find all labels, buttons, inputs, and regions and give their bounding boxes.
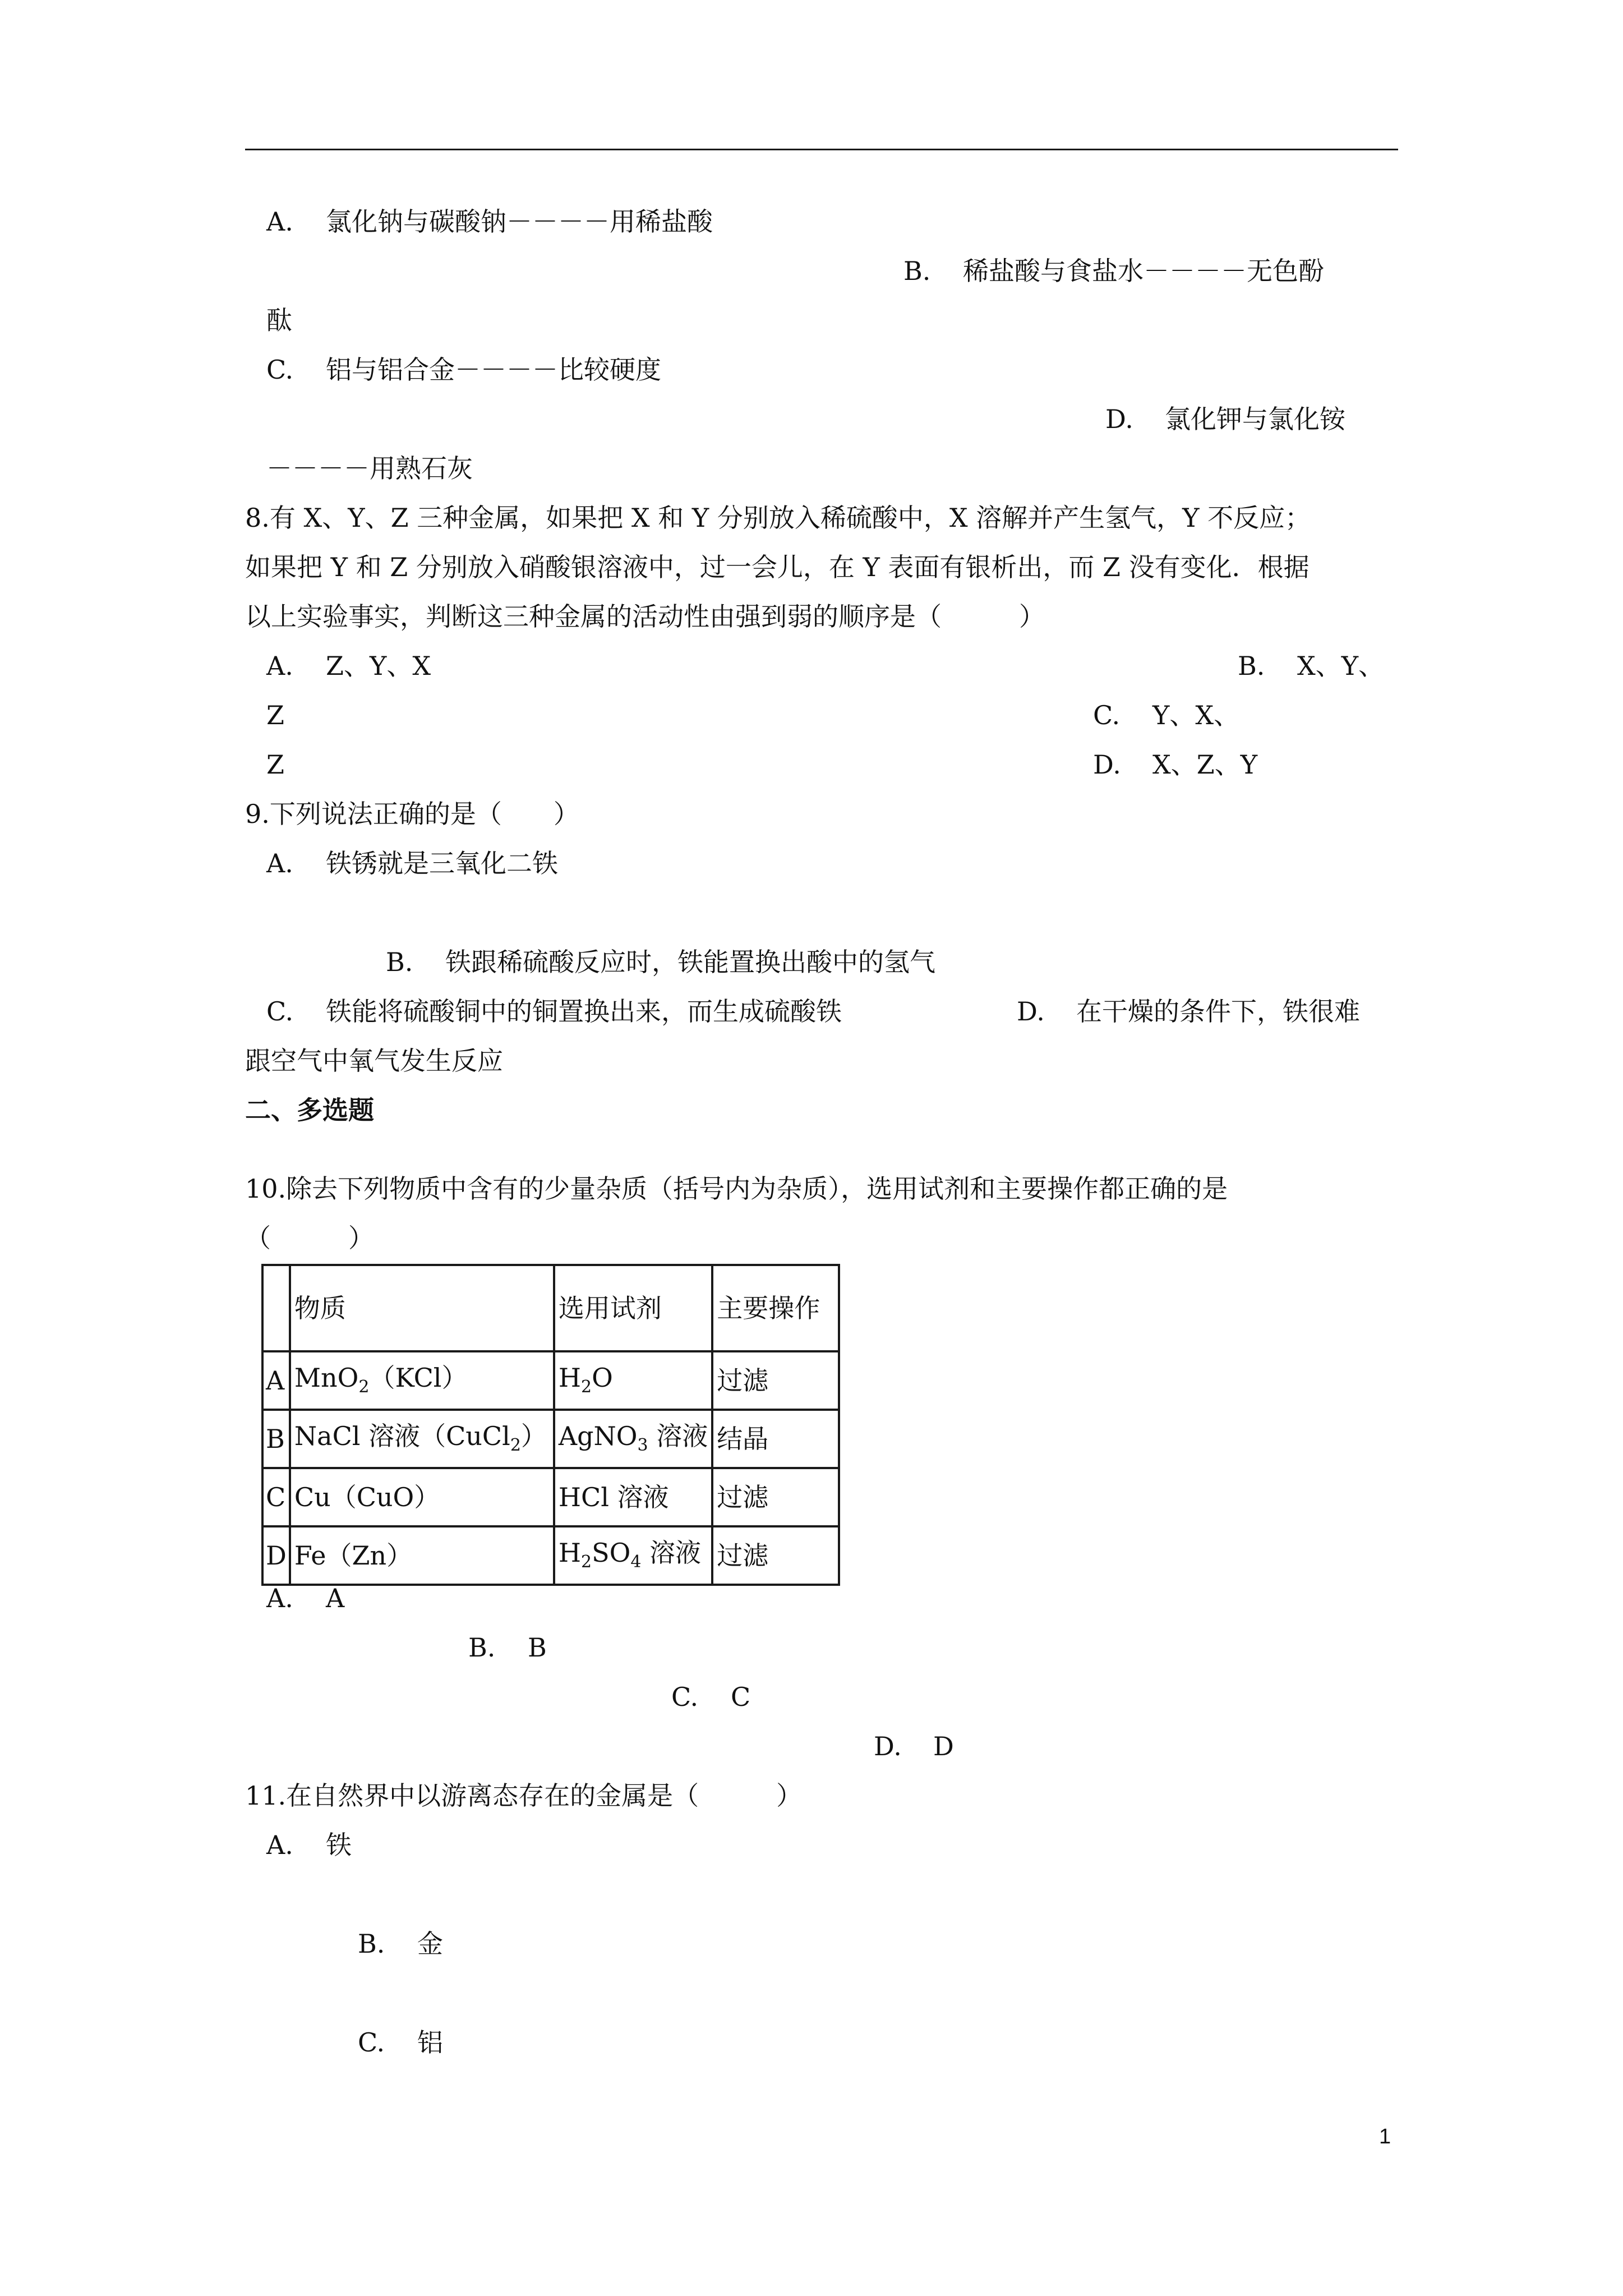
q10-option-d [874,1733,954,1759]
q8-option-b-continuation: Z [266,700,284,730]
q7-option-a [266,206,713,237]
option-label: B. [1238,651,1265,681]
table-row [262,1410,839,1468]
table-cell: 结晶 [712,1410,839,1468]
table-cell: C [262,1468,290,1526]
option-text: 铁 [326,1830,352,1860]
option-text: A [326,1583,345,1613]
table-cell: MnO$_2$（KCl） [290,1351,554,1410]
option-label: B. [903,256,931,286]
q7-option-b-continuation: 酞 [266,305,292,335]
option-text: B [528,1632,547,1663]
option-label: D. [874,1731,902,1761]
q7-option-d [1105,406,1345,432]
q8-stem-line-2: 如果把 Y 和 Z 分别放入硝酸银溶液中，过一会儿，在 Y 表面有银析出，而 Z 没有变化．根据 [245,552,1310,582]
q8-option-b [1238,653,1384,679]
section-heading: 二、多选题 [245,1095,374,1125]
table-row [262,1526,839,1585]
option-text: 铁跟稀硫酸反应时，铁能置换出酸中的氢气 [445,947,935,977]
option-label: A. [266,848,293,878]
table-cell: B [262,1410,290,1468]
option-label: C. [1093,700,1121,730]
q11-stem: 11.在自然界中以游离态存在的金属是（ ） [245,1780,803,1811]
q8-option-c [1093,702,1239,728]
q9-option-a [266,850,558,876]
option-label: D. [1093,749,1121,780]
q8-option-c-continuation: Z [266,749,284,780]
table-cell: $H_2SO_4$ 溶液 [554,1526,712,1585]
table-cell: 过滤 [712,1468,839,1526]
table-row [262,1351,839,1410]
table-cell: $H_2O$ [554,1351,712,1410]
table-header-cell: 物质 [290,1265,554,1351]
q7-option-d-continuation: －－－－用熟石灰 [266,453,473,484]
option-text: 铁锈就是三氧化二铁 [326,848,558,878]
q11-option-a [266,1832,352,1858]
option-text: 在干燥的条件下，铁很难 [1076,996,1360,1027]
q10-stem: 10.除去下列物质中含有的少量杂质（括号内为杂质），选用试剂和主要操作都正确的是 [245,1174,1228,1204]
option-text: 铁能将硫酸铜中的铜置换出来，而生成硫酸铁 [326,996,842,1027]
q10-option-c [671,1684,750,1710]
q8-stem-line-1: 8.有 X、Y、Z 三种金属，如果把 X 和 Y 分别放入稀硫酸中，X 溶解并产生氢气，Y 不反应； [245,503,1311,533]
option-text: D [933,1731,954,1761]
option-label: C. [358,2027,385,2058]
option-text: 铝 [417,2027,443,2058]
q11-option-c [358,2027,443,2058]
table-cell: AgNO$_3$ 溶液 [554,1410,712,1468]
option-text: 氯化钠与碳酸钠－－－－用稀盐酸 [326,206,713,237]
table-row [262,1468,839,1526]
q7-option-c [266,357,661,383]
option-text: Y、X、 [1152,700,1240,730]
table-cell: A [262,1351,290,1410]
option-label: A. [266,1583,293,1613]
table-cell: Cu（CuO） [290,1468,554,1526]
option-text: Z、Y、X [326,651,431,681]
option-label: A. [266,206,293,237]
q9-option-d [1017,996,1360,1027]
option-label: D. [1017,996,1045,1027]
q8-stem-line-3: 以上实验事实，判断这三种金属的活动性由强到弱的顺序是（ ） [245,601,1045,632]
table-cell: Fe（Zn） [290,1526,554,1585]
q10-table [261,1264,840,1586]
q7-option-b [903,258,1324,284]
q11-option-b [358,1931,443,1957]
table-cell: 过滤 [712,1526,839,1585]
option-label: A. [266,651,293,681]
q9-stem: 9.下列说法正确的是（ ） [245,799,579,829]
q10-answer-paren: （ ） [245,1223,374,1253]
option-text: 氯化钾与氯化铵 [1165,404,1345,434]
option-text: 金 [417,1929,443,1959]
header-rule [245,149,1398,150]
option-text: C [731,1682,751,1712]
q9-option-c [266,996,842,1027]
q8-option-a [266,653,431,679]
table-header-row [262,1265,839,1351]
option-label: C. [266,996,294,1027]
table-header-cell: 主要操作 [712,1265,839,1351]
option-label: B. [386,947,413,977]
option-label: D. [1105,404,1133,434]
option-text: 稀盐酸与食盐水－－－－无色酚 [963,256,1324,286]
table-header-cell: 选用试剂 [554,1265,712,1351]
q8-option-d [1093,749,1258,780]
option-label: A. [266,1830,293,1860]
option-label: C. [671,1682,699,1712]
page-number: 1 [1379,2125,1391,2148]
option-text: X、Z、Y [1152,749,1258,780]
table-cell: HCl 溶液 [554,1468,712,1526]
option-label: B. [358,1929,385,1959]
q9-option-b [386,949,935,975]
option-label: B. [468,1632,496,1663]
option-text: X、Y、 [1297,651,1385,681]
q9-option-d-continuation: 跟空气中氧气发生反应 [245,1046,503,1076]
table-cell: 过滤 [712,1351,839,1410]
q10-option-b [468,1632,547,1663]
option-text: 铝与铝合金－－－－比较硬度 [326,355,661,385]
table-cell: NaCl 溶液（CuCl$_2$） [290,1410,554,1468]
table-cell: D [262,1526,290,1585]
option-label: C. [266,355,294,385]
table-header-cell [262,1265,290,1351]
q10-option-a [266,1585,344,1611]
